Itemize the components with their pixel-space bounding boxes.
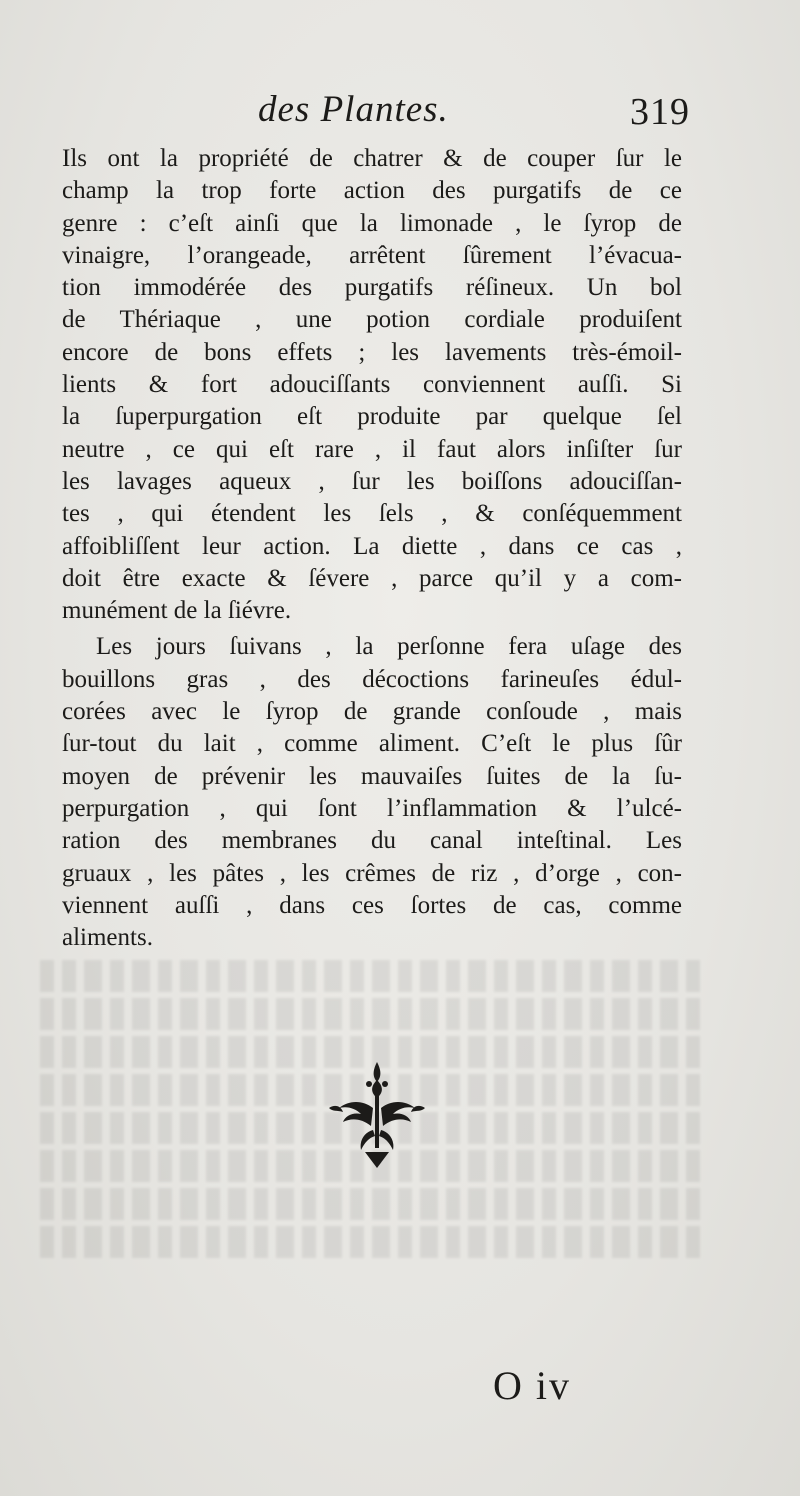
page-number: 319 [630, 91, 690, 133]
text-line: ration des membranes du canal inteſtinal. Les [62, 827, 682, 855]
text-line: ſur-tout du lait , comme aliment. C’eſt le plus ſûr [62, 730, 682, 758]
text-line: la ſuperpurgation eſt produite par quelque ſel [62, 403, 682, 431]
text-line: viennent auſſi , dans ces ſortes de cas, comme [62, 891, 682, 919]
body-text [62, 143, 682, 954]
paragraph-2 [62, 631, 682, 954]
text-line: tion immodérée des purgatifs réſineux. Un bol [62, 274, 682, 302]
text-line: perpurgation , qui ſont l’inflammation & l’ulcé- [62, 794, 682, 822]
paragraph-1 [62, 143, 682, 627]
text-line: bouillons gras , des décoctions farineuſes édul- [62, 665, 682, 693]
text-line: champ la trop forte action des purgatifs de ce [62, 177, 682, 205]
text-line: doit être exacte & ſévere , parce qu’il y a com- [62, 564, 682, 592]
text-line: encore de bons effets ; les lavements très-émoil- [62, 338, 682, 366]
text-line: munément de la ſiévre. [62, 597, 292, 625]
text-line: Les jours ſuivans , la perſonne fera uſage des [96, 633, 682, 661]
text-line: Ils ont la propriété de chatrer & de couper ſur le [62, 145, 682, 172]
text-line: neutre , ce qui eſt rare , il faut alors inſiſter ſur [62, 435, 682, 463]
fleuron-ornament [325, 1060, 430, 1170]
running-title: des Plantes. [258, 89, 449, 130]
text-line: lients & fort adouciſſants conviennent auſſi. Si [62, 371, 682, 399]
running-head [60, 88, 690, 138]
signature-mark: O iv [493, 1363, 571, 1408]
text-line: aliments. [62, 924, 153, 952]
text-line: vinaigre, l’orangeade, arrêtent ſûrement l’évacua- [62, 241, 682, 269]
text-line: de Thériaque , une potion cordiale produiſent [62, 306, 682, 334]
text-line: tes , qui étendent les ſels , & conſéquemment [62, 500, 682, 528]
text-line: affoibliſſent leur action. La diette , dans ce cas , [62, 532, 682, 560]
text-line: moyen de prévenir les mauvaiſes ſuites de la ſu- [62, 762, 682, 790]
text-line: les lavages aqueux , ſur les boiſſons adouciſſan- [62, 467, 682, 495]
text-line: gruaux , les pâtes , les crêmes de riz , d’orge , con- [62, 859, 682, 887]
text-line: corées avec le ſyrop de grande conſoude , mais [62, 698, 682, 726]
text-line: genre : c’eſt ainſi que la limonade , le ſyrop de [62, 209, 682, 237]
